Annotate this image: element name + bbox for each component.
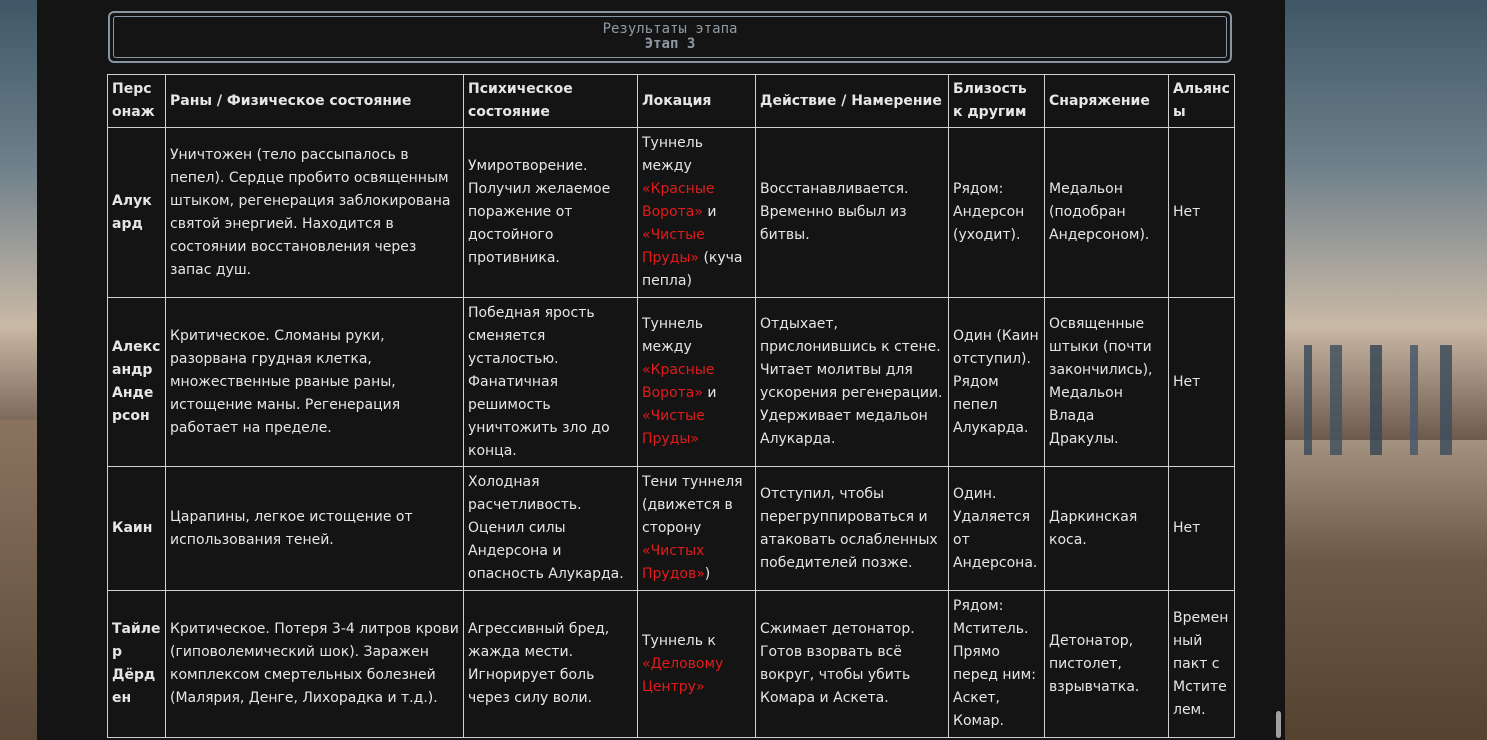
cell-location [638,591,756,738]
cell-mental: Умиротворение. Получил желаемое поражение от достойного противника. [464,128,638,298]
cell-location [638,298,756,467]
cell-alliance: Временный пакт с Мстителем. [1169,591,1235,738]
cell-proximity: Один (Каин отступил). Рядом пепел Алукарда. [949,298,1045,467]
background-ground-right [1285,440,1487,740]
stage-results-inner [113,16,1227,58]
cell-action: Отступил, чтобы перегруппироваться и атаковать ослабленных победителей позже. [756,467,949,591]
cell-name: Александр Андерсон [108,298,166,467]
header-location: Локация [638,75,756,128]
location-text: Туннель между [642,135,703,174]
cell-mental: Победная ярость сменяется усталостью. Фанатичная решимость уничтожить зло до конца. [464,298,638,467]
location-station: «Деловому Центру» [642,655,724,695]
cell-alliance: Нет [1169,128,1235,298]
table-row [108,467,1235,591]
location-station: «Чистые Пруды» [642,227,705,266]
header-gear: Снаряжение [1045,75,1169,128]
table-row [108,298,1235,467]
cell-location [638,467,756,591]
location-text: ) [704,566,711,582]
cell-alliance: Нет [1169,467,1235,591]
cell-proximity: Рядом: Андерсон (уходит). [949,128,1045,298]
table-header-row [108,75,1235,128]
background-ruins [1290,345,1487,455]
header-alliance: Альянсы [1169,75,1235,128]
table-row [108,591,1235,738]
header-action: Действие / Намерение [756,75,949,128]
cell-name: Каин [108,467,166,591]
background-ground-left [0,420,40,740]
cell-action: Сжимает детонатор. Готов взорвать всё вокруг, чтобы убить Комара и Аскета. [756,591,949,738]
cell-proximity: Один. Удаляется от Андерсона. [949,467,1045,591]
location-text: Тени туннеля (движется в сторону [642,474,743,536]
stage-results-header [108,11,1232,63]
cell-mental: Агрессивный бред, жажда мести. Игнорирует боль через силу воли. [464,591,638,738]
cell-gear: Медальон (подобран Андерсоном). [1045,128,1169,298]
cell-gear: Освященные штыки (почти закончились), Медальон Влада Дракулы. [1045,298,1169,467]
location-station: «Чистые Пруды» [642,408,705,447]
location-text: (куча пепла) [642,250,743,289]
cell-gear: Даркинская коса. [1045,467,1169,591]
cell-wounds: Критическое. Потеря 3-4 литров крови (гиповолемический шок). Заражен комплексом смертельных болезней (Малярия, Денге, Лихорадка и т.д.). [166,591,464,738]
cell-location [638,128,756,298]
location-text: Туннель к [642,632,716,649]
cell-name: Тайлер Дёрден [108,591,166,738]
cell-alliance: Нет [1169,298,1235,467]
header-character: Персонаж [108,75,166,128]
stage-title: Результаты этапа [602,21,738,37]
cell-name: Алукард [108,128,166,298]
stage-subtitle: Этап 3 [644,36,696,52]
header-mental: Психическое состояние [464,75,638,128]
location-station: «Чистых Прудов» [642,543,705,582]
location-station: «Красные Ворота» [642,362,715,401]
location-text: Туннель между [642,316,703,355]
location-text: и [702,204,717,220]
header-proximity: Близость к другим [949,75,1045,128]
cell-gear: Детонатор, пистолет, взрывчатка. [1045,591,1169,738]
results-table [107,74,1235,738]
cell-wounds: Уничтожен (тело рассыпалось в пепел). Сердце пробито освященным штыком, регенерация заблокирована святой энергией. Находится в состоянии восстановления через запас душ. [166,128,464,298]
cell-action: Отдыхает, прислонившись к стене. Читает молитвы для ускорения регенерации. Удерживает медальон Алукарда. [756,298,949,467]
location-text: и [702,385,717,401]
scrollbar-thumb[interactable] [1276,711,1281,738]
cell-wounds: Царапины, легкое истощение от использования теней. [166,467,464,591]
table-row [108,128,1235,298]
cell-proximity: Рядом: Мститель. Прямо перед ним: Аскет, Комар. [949,591,1045,738]
cell-action: Восстанавливается. Временно выбыл из битвы. [756,128,949,298]
header-wounds: Раны / Физическое состояние [166,75,464,128]
location-station: «Красные Ворота» [642,181,715,220]
cell-wounds: Критическое. Сломаны руки, разорвана грудная клетка, множественные рваные раны, истощение маны. Регенерация работает на пределе. [166,298,464,467]
cell-mental: Холодная расчетливость. Оценил силы Андерсона и опасность Алукарда. [464,467,638,591]
